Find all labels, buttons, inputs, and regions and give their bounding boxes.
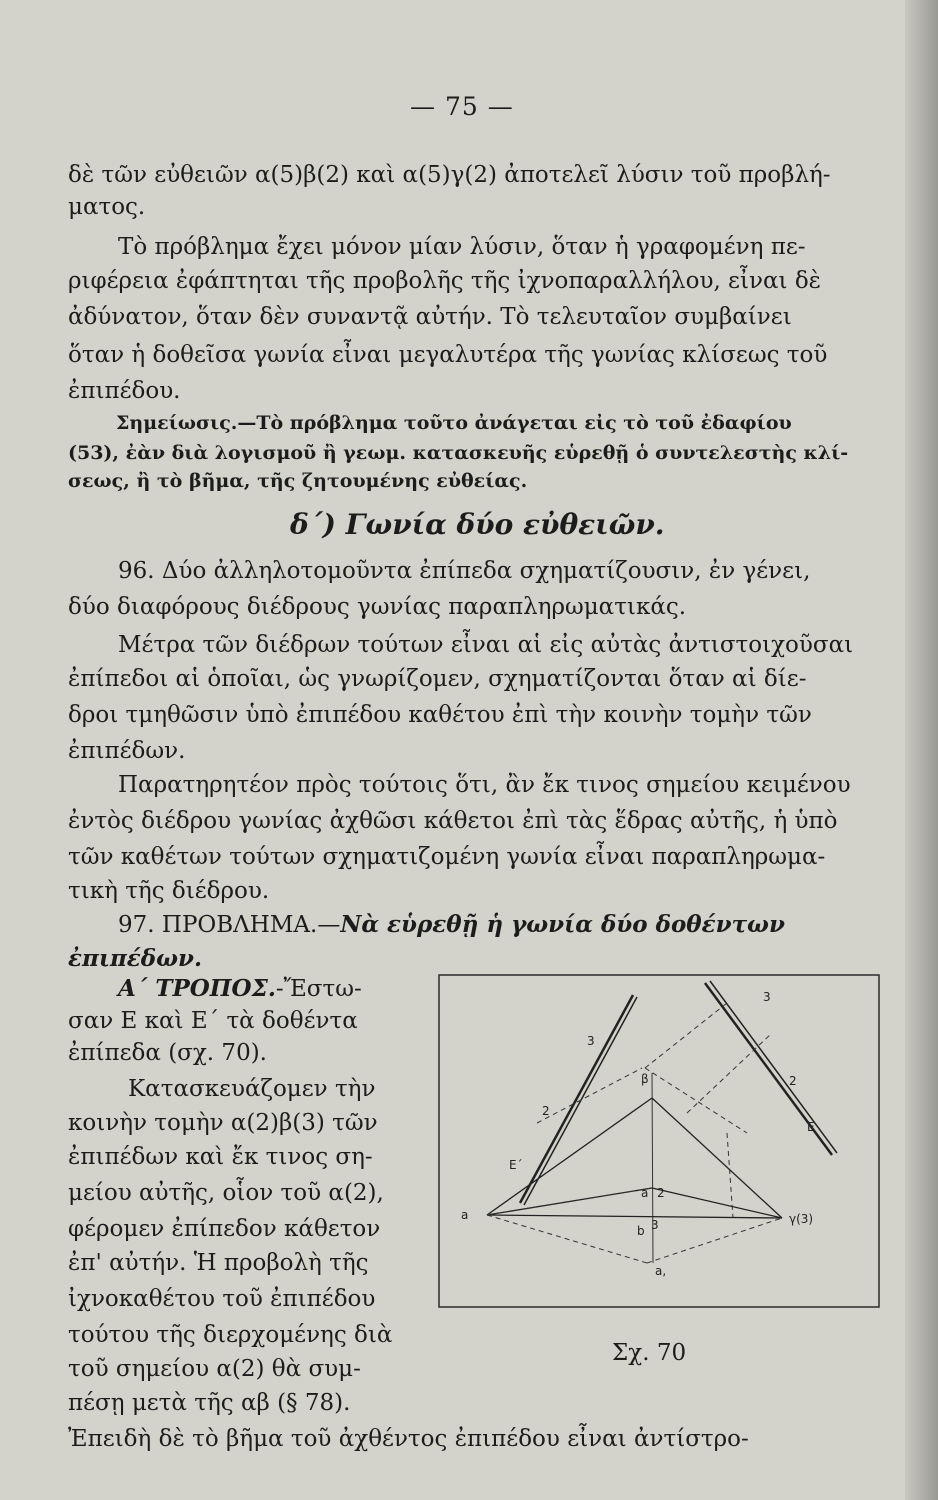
text-line: τοῦ σημείου α(2) θὰ συμ- — [68, 1356, 361, 1382]
page-edge-shadow — [905, 0, 938, 1500]
figure-label: γ(3) — [789, 1212, 814, 1226]
figure-label: 3 — [587, 1034, 595, 1048]
figure-line — [652, 1098, 782, 1218]
text-line: 96. Δύο ἀλληλοτομοῦντα ἐπίπεδα σχηματίζουσιν, ἐν γένει, — [118, 558, 811, 584]
figure-label: 2 — [789, 1074, 797, 1088]
construction-line — [687, 1033, 772, 1113]
figure-line — [652, 1188, 782, 1218]
note-line: (53), ἐὰν διὰ λογισμοῦ ἢ γεωμ. κατασκευῆς εὑρεθῇ ὁ συντελεστὴς κλί- — [68, 442, 849, 464]
text-line: μείου αὐτῆς, οἷον τοῦ α(2), — [68, 1180, 384, 1206]
construction-line — [645, 1068, 747, 1133]
construction-line — [487, 1215, 647, 1263]
text-line: ἐπιπέδου. — [68, 378, 181, 404]
method-text: -Ἔστω- — [275, 976, 362, 1002]
text-line: ἰχνοκαθέτου τοῦ ἐπιπέδου — [68, 1286, 376, 1312]
figure-label: a, — [655, 1264, 667, 1278]
plane-e-prime-trace — [520, 995, 633, 1203]
note-line: Σημείωσις.—Τὸ πρόβλημα τοῦτο ἀνάγεται εἰς τὸ τοῦ ἐδαφίου — [116, 412, 792, 434]
text-line: ἐπίπεδοι αἱ ὁποῖαι, ὡς γνωρίζομεν, σχηματίζονται ὅταν αἱ δίε- — [68, 666, 807, 692]
method-line — [118, 974, 362, 1004]
problem-statement-cont: ἐπιπέδων. — [68, 945, 202, 972]
text-line: ὅταν ἡ δοθεῖσα γωνία εἶναι μεγαλυτέρα τῆς γωνίας κλίσεως τοῦ — [68, 342, 828, 368]
figure-label: a — [641, 1186, 649, 1200]
section-heading: δ΄) Γωνία δύο εὐθειῶν. — [290, 508, 665, 541]
figure-label: 3 — [651, 1218, 659, 1232]
figure-70 — [437, 973, 881, 1309]
figure-label: β — [641, 1072, 649, 1086]
problem-statement: Νὰ εὑρεθῇ ἡ γωνία δύο δοθέντων — [340, 911, 785, 938]
page-number: — 75 — — [410, 92, 514, 121]
figure-frame — [439, 975, 879, 1307]
text-line: ἐντὸς διέδρου γωνίας ἀχθῶσι κάθετοι ἐπὶ τὰς ἕδρας αὐτῆς, ἡ ὑπὸ — [68, 808, 838, 834]
figure-label: 2 — [542, 1104, 550, 1118]
note-line: σεως, ἢ τὸ βῆμα, τῆς ζητουμένης εὐθείας. — [68, 470, 528, 492]
text-line: Τὸ πρόβλημα ἔχει μόνον μίαν λύσιν, ὅταν ἡ γραφομένη πε- — [118, 234, 806, 260]
text-line: ἐπιπέδων. — [68, 738, 186, 764]
figure-label: 2 — [657, 1186, 665, 1200]
text-line: δύο διαφόρους διέδρους γωνίας παραπληρωματικάς. — [68, 594, 687, 620]
text-line: φέρομεν ἐπίπεδον κάθετον — [68, 1216, 381, 1242]
text-line: Παρατηρητέον πρὸς τούτοις ὅτι, ἂν ἔκ τινος σημείου κειμένου — [118, 772, 851, 798]
text-line: Μέτρα τῶν διέδρων τούτων εἶναι αἱ εἰς αὐτὰς ἀντιστοιχοῦσαι — [118, 632, 854, 658]
text-line: δὲ τῶν εὐθειῶν α(5)β(2) καὶ α(5)γ(2) ἀποτελεῖ λύσιν τοῦ προβλή- — [68, 162, 831, 188]
plane-e-prime-trace-inner — [524, 997, 637, 1205]
text-line: κοινὴν τομὴν α(2)β(3) τῶν — [68, 1110, 378, 1136]
figure-caption: Σχ. 70 — [612, 1340, 687, 1366]
method-heading: Α΄ ΤΡΟΠΟΣ. — [118, 975, 276, 1002]
figure-70-diagram — [437, 973, 881, 1309]
text-line: ἀδύνατον, ὅταν δὲν συναντᾷ αὐτήν. Τὸ τελευταῖον συμβαίνει — [68, 304, 792, 330]
construction-line — [645, 1003, 727, 1068]
text-line: πέσῃ μετὰ τῆς αβ (§ 78). — [68, 1390, 351, 1416]
figure-label: E΄ — [509, 1158, 523, 1172]
construction-line — [647, 1218, 782, 1263]
figure-line — [487, 1215, 782, 1218]
text-line: Κατασκευάζομεν τὴν — [128, 1076, 376, 1102]
figure-label: 3 — [763, 990, 771, 1004]
text-line: δροι τμηθῶσιν ὑπὸ ἐπιπέδου καθέτου ἐπὶ τὴν κοινὴν τομὴν τῶν — [68, 702, 812, 728]
figure-label: a — [461, 1208, 469, 1222]
text-line: Ἐπειδὴ δὲ τὸ βῆμα τοῦ ἀχθέντος ἐπιπέδου εἶναι ἀντίστρο- — [68, 1426, 749, 1452]
figure-line — [487, 1098, 652, 1215]
figure-label: b — [637, 1224, 645, 1238]
text-line: ἐπιπέδων καὶ ἔκ τινος ση- — [68, 1144, 373, 1170]
text-line: τικὴ τῆς διέδρου. — [68, 878, 270, 904]
text-line: ἐπ' αὐτήν. Ἡ προβολὴ τῆς — [68, 1250, 369, 1276]
vertical-line — [652, 1073, 653, 1263]
problem-line — [118, 910, 785, 940]
figure-label: E — [807, 1120, 815, 1134]
text-line: τούτου τῆς διερχομένης διὰ — [68, 1322, 393, 1348]
text-line: ριφέρεια ἐφάπτηται τῆς προβολῆς τῆς ἰχνοπαραλλήλου, εἶναι δὲ — [68, 268, 822, 294]
text-line: τῶν καθέτων τούτων σχηματιζομένη γωνία εἶναι παραπληρωμα- — [68, 844, 826, 870]
text-line: ἐπίπεδα (σχ. 70). — [68, 1040, 267, 1066]
plane-e-trace-inner — [710, 981, 837, 1153]
problem-number: 97. ΠΡΟΒΛΗΜΑ.— — [118, 912, 341, 938]
text-line: σαν Ε καὶ Ε΄ τὰ δοθέντα — [68, 1008, 358, 1034]
text-line: ματος. — [68, 194, 146, 220]
